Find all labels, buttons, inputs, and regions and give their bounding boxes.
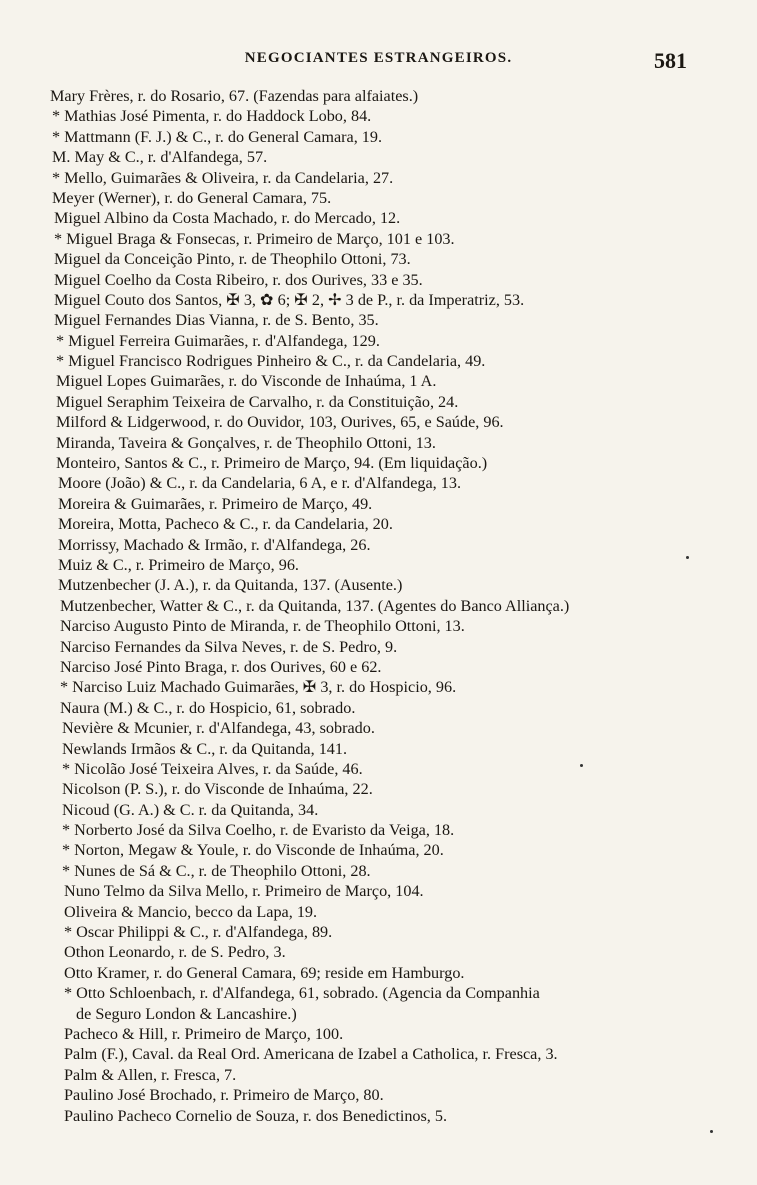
- list-item: Narciso Augusto Pinto de Miranda, r. de Theophilo Ottoni, 13.: [60, 617, 465, 636]
- list-item: M. May & C., r. d'Alfandega, 57.: [52, 148, 268, 167]
- list-item: Othon Leonardo, r. de S. Pedro, 3.: [64, 943, 286, 962]
- list-item: Miguel Couto dos Santos, ✠ 3, ✿ 6; ✠ 2, ✢ 3 de P., r. da Imperatriz, 53.: [54, 290, 525, 309]
- list-item: Narciso José Pinto Braga, r. dos Ourives, 60 e 62.: [60, 657, 382, 676]
- list-item: * Norton, Megaw & Youle, r. do Visconde de Inhaúma, 20.: [62, 841, 444, 860]
- list-item: Miguel Coelho da Costa Ribeiro, r. dos Ourives, 33 e 35.: [54, 270, 423, 289]
- list-item: Miguel Albino da Costa Machado, r. do Mercado, 12.: [54, 209, 401, 228]
- list-item: Palm & Allen, r. Fresca, 7.: [64, 1065, 237, 1084]
- list-item: Mutzenbecher (J. A.), r. da Quitanda, 137. (Ausente.): [58, 576, 403, 595]
- list-item: Miranda, Taveira & Gonçalves, r. de Theophilo Ottoni, 13.: [56, 433, 436, 452]
- list-item: * Nicolão José Teixeira Alves, r. da Saúde, 46.: [62, 759, 363, 778]
- list-item: * Norberto José da Silva Coelho, r. de Evaristo da Veiga, 18.: [62, 821, 455, 840]
- list-item: Moreira & Guimarães, r. Primeiro de Março, 49.: [58, 494, 373, 513]
- list-item: Palm (F.), Caval. da Real Ord. Americana de Izabel a Catholica, r. Fresca, 3.: [64, 1045, 558, 1064]
- list-item: Nicolson (P. S.), r. do Visconde de Inhaúma, 22.: [62, 780, 373, 799]
- list-item: Milford & Lidgerwood, r. do Ouvidor, 103, Ourives, 65, e Saúde, 96.: [56, 413, 504, 432]
- list-item: Naura (M.) & C., r. do Hospicio, 61, sobrado.: [60, 698, 356, 717]
- ink-speck: [580, 764, 583, 767]
- list-item: Nevière & Mcunier, r. d'Alfandega, 43, sobrado.: [62, 719, 375, 738]
- ink-speck: [686, 556, 689, 559]
- list-item: Mutzenbecher, Watter & C., r. da Quitanda, 137. (Agentes do Banco Alliança.): [60, 596, 570, 615]
- list-item: * Oscar Philippi & C., r. d'Alfandega, 89.: [64, 923, 333, 942]
- list-item: Muiz & C., r. Primeiro de Março, 96.: [58, 555, 299, 574]
- list-item: Oliveira & Mancio, becco da Lapa, 19.: [64, 902, 318, 921]
- list-item: Nicoud (G. A.) & C. r. da Quitanda, 34.: [62, 800, 319, 819]
- list-item: Moore (João) & C., r. da Candelaria, 6 A, e r. d'Alfandega, 13.: [58, 474, 462, 493]
- list-item: Paulino Pacheco Cornelio de Souza, r. dos Benedictinos, 5.: [64, 1106, 448, 1125]
- list-item: Pacheco & Hill, r. Primeiro de Março, 100.: [64, 1024, 344, 1043]
- list-item: Newlands Irmãos & C., r. da Quitanda, 141.: [62, 739, 348, 758]
- running-title: NEGOCIANTES ESTRANGEIROS.: [244, 50, 513, 66]
- directory-list: [50, 86, 710, 1126]
- page-header: [0, 48, 757, 76]
- list-item: Paulino José Brochado, r. Primeiro de Março, 80.: [64, 1086, 384, 1105]
- list-item: Nuno Telmo da Silva Mello, r. Primeiro de Março, 104.: [64, 882, 424, 901]
- list-item: Miguel da Conceição Pinto, r. de Theophilo Ottoni, 73.: [54, 250, 411, 269]
- list-item: Otto Kramer, r. do General Camara, 69; reside em Hamburgo.: [64, 963, 465, 982]
- list-item: * Miguel Francisco Rodrigues Pinheiro & C., r. da Candelaria, 49.: [56, 352, 486, 371]
- list-item: Mary Frères, r. do Rosario, 67. (Fazendas para alfaiates.): [50, 87, 419, 105]
- list-item: Meyer (Werner), r. do General Camara, 75.: [52, 188, 332, 207]
- list-item: Moreira, Motta, Pacheco & C., r. da Candelaria, 20.: [58, 515, 393, 534]
- list-item-continuation: de Seguro London & Lancashire.): [76, 1004, 297, 1023]
- list-item: * Narciso Luiz Machado Guimarães, ✠ 3, r. do Hospicio, 96.: [60, 678, 457, 697]
- page-number: 581: [654, 48, 687, 73]
- list-item: Miguel Fernandes Dias Vianna, r. de S. Bento, 35.: [54, 311, 379, 330]
- list-item: * Mathias José Pimenta, r. do Haddock Lobo, 84.: [52, 107, 372, 126]
- list-item: Monteiro, Santos & C., r. Primeiro de Março, 94. (Em liquidação.): [56, 454, 488, 473]
- list-item: Miguel Seraphim Teixeira de Carvalho, r. da Constituição, 24.: [56, 392, 459, 411]
- list-item: Morrissy, Machado & Irmão, r. d'Alfandega, 26.: [58, 535, 371, 554]
- list-item: * Otto Schloenbach, r. d'Alfandega, 61, sobrado. (Agencia da Companhia: [64, 984, 540, 1003]
- list-item: * Miguel Braga & Fonsecas, r. Primeiro de Março, 101 e 103.: [54, 229, 455, 248]
- list-item: * Miguel Ferreira Guimarães, r. d'Alfandega, 129.: [56, 331, 380, 350]
- ink-speck: [710, 1130, 713, 1133]
- list-item: * Mattmann (F. J.) & C., r. do General Camara, 19.: [52, 127, 383, 146]
- list-item: Miguel Lopes Guimarães, r. do Visconde de Inhaúma, 1 A.: [56, 372, 437, 391]
- list-item: Narciso Fernandes da Silva Neves, r. de S. Pedro, 9.: [60, 637, 398, 656]
- list-item: * Nunes de Sá & C., r. de Theophilo Ottoni, 28.: [62, 861, 371, 880]
- list-item: * Mello, Guimarães & Oliveira, r. da Candelaria, 27.: [52, 168, 394, 187]
